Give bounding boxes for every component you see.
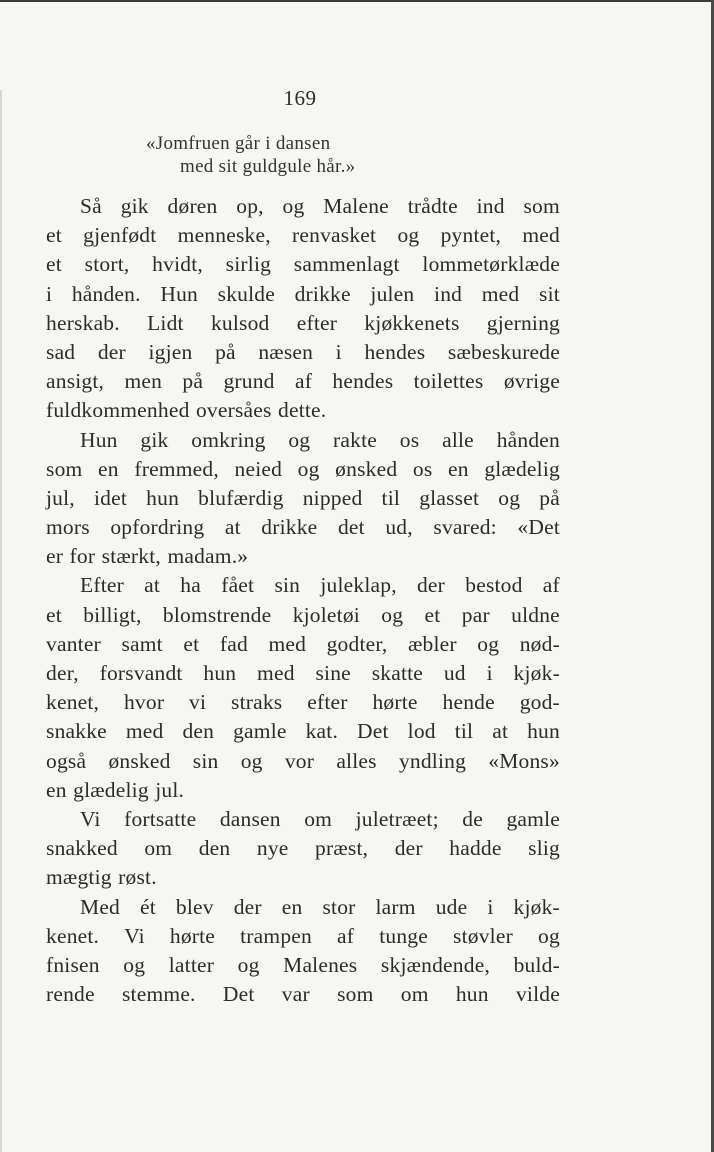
text-word: for <box>69 544 96 569</box>
text-word: sin <box>192 748 219 773</box>
text-word: stærkt, <box>101 544 161 569</box>
text-word: skatte <box>371 661 424 685</box>
text-word: med <box>522 223 560 248</box>
text-word: efter <box>296 310 338 335</box>
text-word: men <box>124 369 163 394</box>
body-text <box>46 192 560 1009</box>
text-word: som <box>523 194 560 218</box>
text-word: dette. <box>278 398 327 423</box>
text-word: der, <box>46 661 79 685</box>
text-word: larm <box>375 894 416 919</box>
text-word: vilde <box>515 982 560 1007</box>
text-word: sæbeskurede <box>447 339 560 364</box>
text-word: rakte <box>333 427 377 452</box>
text-word: i <box>487 894 494 919</box>
text-word: op, <box>236 194 264 218</box>
text-word: Vi <box>80 806 101 831</box>
text-word: glædelig <box>73 777 149 802</box>
text-word: røst. <box>118 865 157 890</box>
text-line <box>46 280 560 309</box>
text-word: det <box>337 515 365 540</box>
text-word: par <box>461 602 490 627</box>
text-word: glasset <box>419 485 480 510</box>
text-line <box>46 601 560 630</box>
text-word: at <box>224 515 241 540</box>
text-word: der <box>416 573 446 598</box>
text-word: sit <box>539 281 560 306</box>
text-word: fnisen <box>46 952 100 977</box>
text-word: jul, <box>46 485 75 510</box>
text-word: og <box>477 631 500 656</box>
text-word: hadde <box>449 836 502 861</box>
text-word: drikke <box>294 281 351 306</box>
text-word: juleklap, <box>320 573 397 598</box>
text-word: Hun <box>160 281 198 306</box>
text-word: Malenes <box>283 952 358 977</box>
text-word: lommetørklæde <box>422 252 560 277</box>
text-line <box>46 805 560 834</box>
text-word: sin <box>274 573 301 598</box>
text-word: en <box>46 777 67 802</box>
text-word: sammenlagt <box>293 252 400 277</box>
text-word: snakke <box>46 719 107 744</box>
text-word: hun <box>203 661 237 685</box>
text-word: snakked <box>46 836 118 861</box>
text-word: Så <box>80 194 102 218</box>
text-word: kat. <box>305 719 339 744</box>
text-word: vor <box>284 748 315 773</box>
text-word: stort, <box>84 252 130 277</box>
text-line <box>46 513 560 542</box>
text-word: på <box>539 485 560 510</box>
text-word: hun <box>146 485 180 510</box>
text-word: en <box>98 456 119 481</box>
text-word: Efter <box>80 573 124 598</box>
verse-quote <box>146 132 446 178</box>
text-word: næsen <box>258 339 314 364</box>
text-word: ha <box>180 573 201 598</box>
text-word: døren <box>167 194 218 218</box>
text-word: hendes <box>364 339 426 364</box>
text-word: der <box>394 836 423 861</box>
text-word: på <box>215 339 236 364</box>
text-word: de <box>462 806 483 831</box>
text-word: «Det <box>517 515 560 540</box>
text-line <box>46 659 560 688</box>
text-word: kenet, <box>46 690 100 715</box>
text-word: som <box>46 456 83 481</box>
text-word: fad <box>219 631 248 656</box>
text-word: rende <box>46 982 95 1007</box>
text-word: et <box>424 602 441 627</box>
text-word: «Mons» <box>488 748 560 773</box>
text-word: vi <box>189 690 207 715</box>
text-word: æbler <box>407 631 457 656</box>
text-line <box>46 951 560 980</box>
text-line <box>46 426 560 455</box>
text-word: kjøk- <box>513 894 560 919</box>
text-word: også <box>46 748 87 773</box>
text-word: juletræet; <box>355 806 439 831</box>
text-word: om <box>144 836 173 861</box>
text-word: efter <box>307 690 348 715</box>
text-word: ét <box>140 894 156 919</box>
text-word: hun <box>527 719 560 744</box>
text-word: at <box>492 719 509 744</box>
text-word: var <box>281 982 310 1007</box>
text-word: sine <box>315 661 351 685</box>
text-word: buld- <box>513 952 560 977</box>
text-word: lod <box>407 719 436 744</box>
text-word: straks <box>231 690 283 715</box>
text-word: billigt, <box>83 602 142 627</box>
text-word: i <box>486 661 493 685</box>
text-line <box>46 338 560 367</box>
text-word: skulde <box>217 281 275 306</box>
text-word: glædelig <box>484 456 560 481</box>
text-word: hvidt, <box>152 252 203 277</box>
text-word: kjøk- <box>513 661 560 685</box>
text-word: et <box>46 252 62 277</box>
text-word: og <box>498 485 521 510</box>
text-line <box>46 630 560 659</box>
text-word: af <box>542 573 560 598</box>
text-word: blomstrende <box>162 602 272 627</box>
text-word: fuldkommenhed <box>46 398 190 423</box>
text-word: slig <box>528 836 560 861</box>
text-line <box>46 834 560 863</box>
text-word: stemme. <box>121 982 196 1007</box>
text-word: kenet. <box>46 923 100 948</box>
text-word: renvasket <box>292 223 377 248</box>
text-word: at <box>144 573 161 598</box>
text-line <box>46 717 560 746</box>
text-word: og <box>397 223 420 248</box>
text-line <box>46 250 560 279</box>
text-word: nye <box>256 836 289 861</box>
text-line <box>46 776 560 805</box>
text-word: ud <box>443 661 466 685</box>
text-word: Det <box>357 719 389 744</box>
text-word: mægtig <box>46 865 112 890</box>
text-word: yndling <box>398 748 467 773</box>
text-word: den <box>198 836 231 861</box>
text-word: støvler <box>453 923 513 948</box>
text-word: svared: <box>433 515 497 540</box>
page-number: 169 <box>283 86 317 110</box>
text-line <box>46 863 560 892</box>
text-word: hånden <box>496 427 560 452</box>
text-word: godter, <box>326 631 388 656</box>
text-word: tunge <box>379 923 428 948</box>
text-word: fået <box>221 573 255 598</box>
text-word: igjen <box>148 339 193 364</box>
text-word: til <box>454 719 474 744</box>
text-line <box>46 747 560 776</box>
text-word: ude <box>435 894 468 919</box>
text-word: opfordring <box>110 515 205 540</box>
text-word: der <box>97 339 126 364</box>
text-line <box>46 455 560 484</box>
text-word: fremmed, <box>134 456 219 481</box>
text-word: bestod <box>465 573 523 598</box>
text-line <box>46 571 560 600</box>
text-word: pyntet, <box>440 223 502 248</box>
text-word: sad <box>46 339 76 364</box>
text-word: hendes <box>332 369 394 394</box>
text-word: og <box>538 923 560 948</box>
text-word: om <box>304 806 333 831</box>
text-word: fortsatte <box>124 806 197 831</box>
text-word: hånden. <box>71 281 141 306</box>
text-word: alle <box>442 427 474 452</box>
text-word: til <box>381 485 401 510</box>
text-word: med <box>268 631 307 656</box>
text-word: idet <box>94 485 128 510</box>
text-word: Lidt <box>147 310 184 335</box>
text-word: blev <box>175 894 214 919</box>
text-word: skjændende, <box>380 952 491 977</box>
text-word: ind <box>476 194 505 218</box>
text-word: menneske, <box>177 223 271 248</box>
text-word: og <box>123 952 146 977</box>
text-word: som <box>337 982 374 1007</box>
text-word: kjoletøi <box>292 602 360 627</box>
text-word: stor <box>322 894 356 919</box>
text-word: julen <box>370 281 415 306</box>
text-word: forsvandt <box>99 661 183 685</box>
text-word: et <box>46 602 62 627</box>
text-word: trådte <box>407 194 458 218</box>
text-word: er <box>46 544 64 569</box>
text-word: et <box>46 223 62 248</box>
text-word: et <box>183 631 200 656</box>
text-word: kulsod <box>210 310 270 335</box>
text-word: gjerning <box>486 310 560 335</box>
text-word: mors <box>46 515 90 540</box>
text-word: af <box>337 923 355 948</box>
text-line <box>46 484 560 513</box>
text-word: i <box>46 281 53 306</box>
text-word: der <box>233 894 262 919</box>
text-word: Vi <box>124 923 145 948</box>
text-word: Med <box>80 894 121 919</box>
text-word: i <box>335 339 342 364</box>
page-top-edge <box>0 0 714 2</box>
verse-line: med sit guldgule hår.» <box>180 156 356 177</box>
text-word: og <box>282 194 305 218</box>
text-word: nipped <box>302 485 363 510</box>
page-left-edge <box>0 90 2 1152</box>
text-word: toilettes <box>413 369 484 394</box>
text-word: på <box>182 369 204 394</box>
text-line <box>46 893 560 922</box>
text-word: jul. <box>155 777 185 802</box>
text-word: hørte <box>372 690 418 715</box>
text-word: latter <box>168 952 215 977</box>
text-word: den <box>182 719 215 744</box>
text-word: hvor <box>123 690 165 715</box>
text-word: om <box>400 982 429 1007</box>
text-word: og <box>288 427 311 452</box>
text-word: hun <box>455 982 489 1007</box>
text-word: Malene <box>323 194 389 218</box>
text-word: gik <box>120 194 149 218</box>
text-word: og <box>240 748 263 773</box>
text-word: ind <box>434 281 463 306</box>
text-word: god- <box>519 690 560 715</box>
text-line <box>46 221 560 250</box>
text-word: Hun <box>80 427 118 452</box>
text-word: ud, <box>385 515 413 540</box>
text-word: sirlig <box>225 252 272 277</box>
text-word: madam.» <box>167 544 249 569</box>
text-word: herskab. <box>46 310 120 335</box>
text-line <box>46 542 560 571</box>
text-word: os <box>412 456 433 481</box>
text-word: kjøkkenets <box>364 310 460 335</box>
text-line <box>46 367 560 396</box>
text-word: neied <box>234 456 283 481</box>
text-word: en <box>281 894 303 919</box>
text-word: nød- <box>519 631 560 656</box>
text-word: alles <box>336 748 377 773</box>
text-word: en <box>448 456 469 481</box>
text-word: trampen <box>240 923 312 948</box>
text-word: ønsked <box>108 748 171 773</box>
text-word: gamle <box>506 806 560 831</box>
text-word: og <box>297 456 320 481</box>
text-word: vanter <box>46 631 101 656</box>
text-line <box>46 688 560 717</box>
text-word: hende <box>442 690 495 715</box>
text-word: grund <box>223 369 275 394</box>
text-word: uldne <box>511 602 560 627</box>
text-word: med <box>481 281 520 306</box>
text-line <box>46 922 560 951</box>
text-word: med <box>125 719 164 744</box>
text-word: oversåes <box>195 398 272 423</box>
text-word: øvrige <box>503 369 560 394</box>
text-line <box>46 980 560 1009</box>
text-word: drikke <box>261 515 318 540</box>
text-word: samt <box>121 631 163 656</box>
text-word: Det <box>222 982 255 1007</box>
text-word: os <box>399 427 420 452</box>
text-word: blufærdig <box>198 485 284 510</box>
text-word: omkring <box>191 427 266 452</box>
text-word: dansen <box>219 806 281 831</box>
text-line <box>46 309 560 338</box>
text-line <box>46 192 560 221</box>
text-word: og <box>237 952 260 977</box>
text-word: gjenfødt <box>83 223 157 248</box>
text-word: gik <box>140 427 169 452</box>
text-line <box>46 396 560 425</box>
text-word: præst, <box>315 836 369 861</box>
text-word: med <box>257 661 295 685</box>
text-word: af <box>294 369 313 394</box>
text-word: og <box>381 602 404 627</box>
text-word: ønsked <box>335 456 398 481</box>
text-word: ansigt, <box>46 369 105 394</box>
text-word: gamle <box>233 719 287 744</box>
verse-line: «Jomfruen går i dansen <box>146 133 331 154</box>
text-word: hørte <box>169 923 216 948</box>
